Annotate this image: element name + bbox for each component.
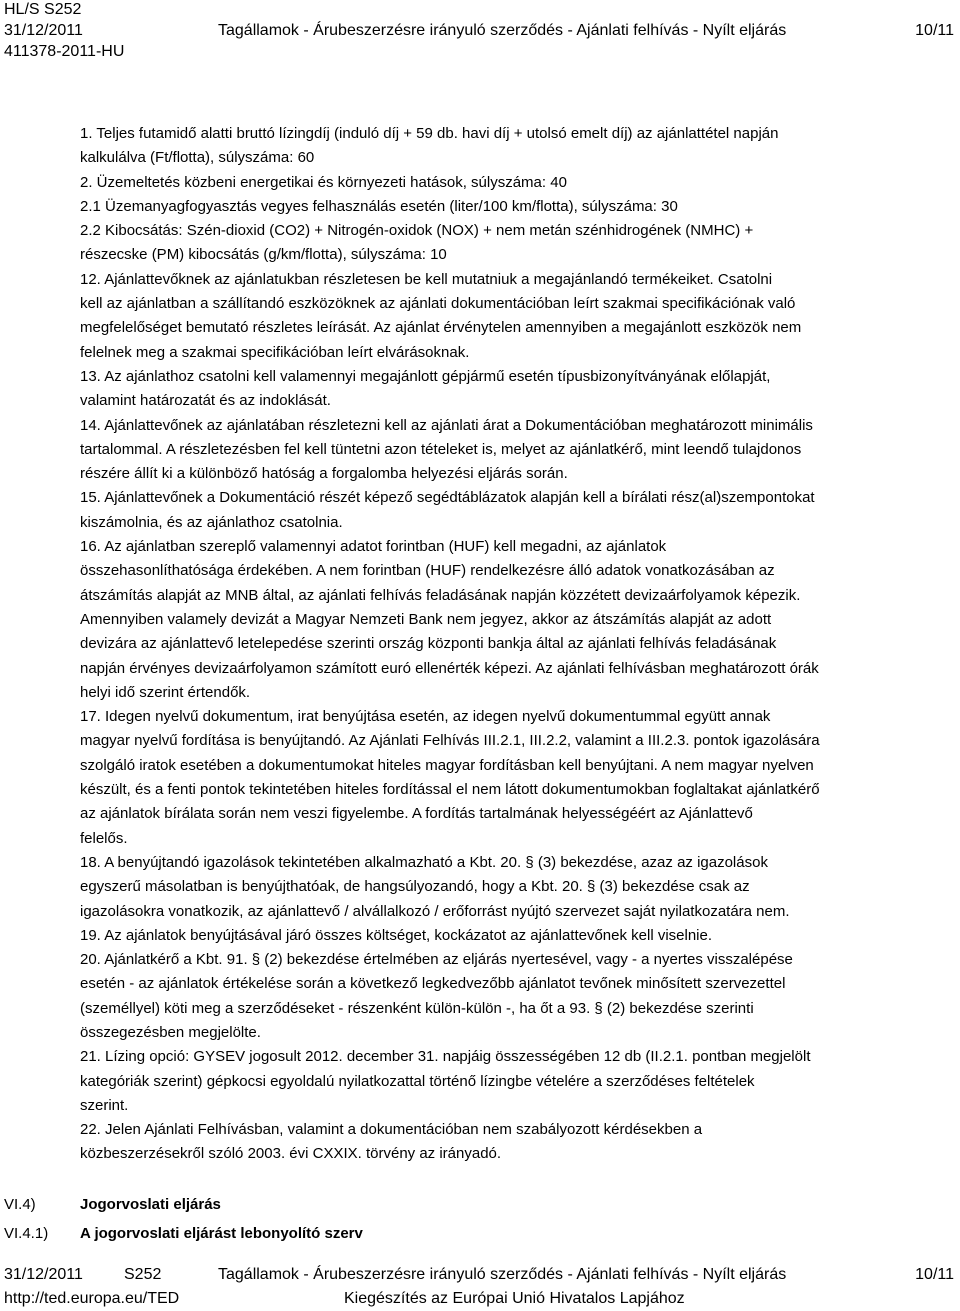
paragraph-item-17: 17. Idegen nyelvű dokumentum, irat benyújtása esetén, az idegen nyelvű dokumentummal együtt annak magyar nyelvű fordítása is benyújtandó. Az Ajánlati Felhívás III.2.1, III.2.2, valamint a III.2.3. pontok igazolására szolgáló iratok esetében a dokumentumokat hiteles magyar fordításban kell benyújtani. A nem magyar nyelven készült, és a fenti pontok tekintetében hiteles fordítással el nem látott dokumentumokban foglaltakat ajánlatkérő az ajánlatok bírálata során nem veszi figyelembe. A fordítás tartalmának helyességéért az Ajánlattevő felelős. (80, 708, 820, 847)
header-title: Tagállamok - Árubeszerzésre irányuló szerződés - Ajánlati felhívás - Nyílt eljárás (218, 22, 787, 39)
footer-url-link[interactable]: http://ted.europa.eu/TED (4, 1290, 180, 1307)
paragraph-item-20: 20. Ajánlatkérő a Kbt. 91. § (2) bekezdése értelmében az eljárás nyertesével, vagy - a nyertes visszalépése esetén - az ajánlatok értékelése során a következő legkedvezőbb ajánlatot tevőnek minősített szervezettel (személlyel) köti meg a szerződéseket - részenként külön-külön -, ha őt a 93. § (2) bekezdése szerinti összegezésben megjelölte. (80, 951, 793, 1041)
paragraph-item-18: 18. A benyújtandó igazolások tekintetében alkalmazható a Kbt. 20. § (3) bekezdése, azaz az igazolások egyszerű másolatban is benyújthatóak, de hangsúlyozandó, hogy a Kbt. 20. § (3) bekezdése csak az igazolásokra vonatkozik, az ajánlattevő / alvállalkozó / erőforrást nyújtó szervezet saját nyilatkozatára nem. (80, 853, 790, 920)
paragraph-item-15: 15. Ajánlattevőnek a Dokumentáció részét képező segédtáblázatok alapján kell a bírálati rész(al)szempontokat kiszámolnia, és az ajánlathoz csatolnia. (80, 489, 815, 531)
paragraph-criterion-2: 2. Üzemeltetés közbeni energetikai és környezeti hatások, súlyszáma: 40 (80, 173, 567, 191)
section-number: VI.4) (4, 1196, 36, 1213)
paragraph-criterion-2-1: 2.1 Üzemanyagfogyasztás vegyes felhasználás esetén (liter/100 km/flotta), súlyszáma: 30 (80, 197, 678, 215)
paragraph-criterion-2-2: 2.2 Kibocsátás: Szén-dioxid (CO2) + Nitrogén-oxidok (NOX) + nem metán szénhidrogének (NMHC) + részecske (PM) kibocsátás (g/km/flotta), súlyszáma: 10 (80, 222, 754, 264)
header-page-number: 10/11 (915, 22, 954, 39)
paragraph-item-14: 14. Ajánlattevőnek az ajánlatában részletezni kell az ajánlati árat a Dokumentációban meghatározott minimális tartalommal. A részletezésben fel kell tüntetni azon tételeket is, melyet az ajánlatkérő, mint leendő tulajdonos részére állít ki a különböző hatóság a forgalomba helyezési eljárás során. (80, 416, 813, 483)
section-heading: Jogorvoslati eljárás (80, 1196, 221, 1213)
header-date: 31/12/2011 (4, 22, 83, 39)
paragraph-item-13: 13. Az ajánlathoz csatolni kell valamennyi megajánlott gépjármű esetén típusbizonyítványának előlapját, valamint határozatát és az indoklását. (80, 367, 771, 410)
header-notice-id: 411378-2011-HU (4, 43, 125, 60)
section-number: VI.4.1) (4, 1225, 49, 1242)
footer-page-number: 10/11 (915, 1266, 954, 1283)
paragraph-criterion-1: 1. Teljes futamidő alatti bruttó lízingdíj (induló díj + 59 db. havi díj + utolsó emelt díj) az ajánlattétel napján kalkulálva (Ft/flotta), súlyszáma: 60 (80, 125, 779, 167)
page-footer (0, 1264, 960, 1311)
page-header (0, 0, 960, 70)
paragraph-item-16: 16. Az ajánlatban szereplő valamennyi adatot forintban (HUF) kell megadni, az ajánlatok összehasonlíthatósága érdekében. A nem forintban (HUF) rendelkezésre álló adatok vonatkozásában az átszámítás alapját az MNB által, az ajánlati felhívás feladásának napján közzétett devizaárfolyamok képezik. Amennyiben valamely devizát a Magyar Nemzeti Bank nem jegyez, akkor az átszámítás alapját az adott devizára az ajánlattevő letelepedése szerinti ország központi bankja által az ajánlati felhívás feladásának napján érvényes devizaárfolyamon számított euró ellenérték képezi. Az ajánlati felhívásban meghatározott órák helyi idő szerint értendők. (80, 538, 819, 701)
footer-date: 31/12/2011 (4, 1266, 83, 1283)
main-content (80, 122, 956, 1167)
footer-series: S252 (124, 1266, 162, 1283)
section-heading: A jogorvoslati eljárást lebonyolító szerv (80, 1225, 363, 1242)
footer-publisher: Kiegészítés az Európai Unió Hivatalos Lapjához (344, 1290, 685, 1307)
footer-title: Tagállamok - Árubeszerzésre irányuló szerződés - Ajánlati felhívás - Nyílt eljárás (218, 1266, 787, 1283)
paragraph-item-12: 12. Ajánlattevőknek az ajánlatukban részletesen be kell mutatniuk a megajánlandó termékeiket. Csatolni kell az ajánlatban a szállítandó eszközöknek az ajánlati dokumentációban leírt szakmai specifikációnak való megfelelőséget bemutató részletes leírását. Az ajánlat érvénytelen amennyiben a megajánlott eszközök nem felelnek meg a szakmai specifikációban leírt elvárásoknak. (80, 270, 802, 361)
paragraph-item-19: 19. Az ajánlatok benyújtásával járó összes költséget, kockázatot az ajánlattevőnek kell viselnie. (80, 926, 713, 944)
header-journal-ref: HL/S S252 (4, 1, 82, 18)
paragraph-item-22: 22. Jelen Ajánlati Felhívásban, valamint a dokumentációban nem szabályozott kérdésekben a közbeszerzésekről szóló 2003. évi CXXIX. törvény az irányadó. (80, 1121, 703, 1163)
paragraph-item-21: 21. Lízing opció: GYSEV jogosult 2012. december 31. napjáig összességében 12 db (II.2.1. pontban megjelölt kategóriák szerint) gépkocsi egyoldalú nyilatkozattal történő lízingbe vételére a szerződéses feltételek szerint. (80, 1048, 811, 1114)
